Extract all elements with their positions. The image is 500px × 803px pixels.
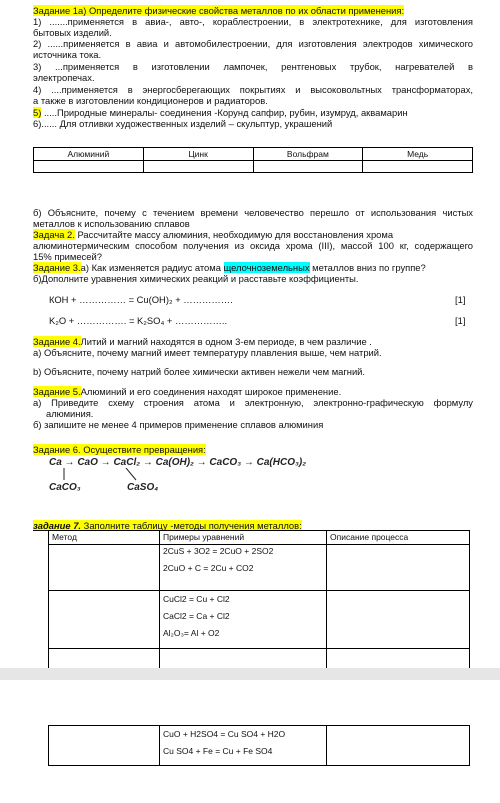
equation: 2CuS + 3O2 = 2CuO + 2SO2 <box>163 546 274 556</box>
methods-cell-method[interactable] <box>49 545 160 591</box>
metals-cell[interactable] <box>363 161 473 173</box>
metals-cell[interactable] <box>143 161 253 173</box>
page-break <box>0 668 500 680</box>
methods-cell-description[interactable] <box>327 545 470 591</box>
methods-cell-description[interactable] <box>327 591 470 649</box>
task1-item2-cont: источника тока. <box>33 49 102 60</box>
task5-a-cont: алюминия. <box>46 408 94 419</box>
methods-cell-examples <box>160 726 327 766</box>
task6-title: Задание 6. Осуществите превращения: <box>33 444 206 455</box>
task3-equation1-mark: [1] <box>455 294 466 305</box>
metals-table <box>33 147 473 173</box>
methods-cell-examples <box>160 545 327 591</box>
task3-equation2-mark: [1] <box>455 315 466 326</box>
task3-a: Задание 3.а) Как изменяется радиус атома щелочноземельных металлов вниз по группе? <box>33 262 426 273</box>
metals-header-tungsten: Вольфрам <box>253 148 363 161</box>
methods-cell-method[interactable] <box>49 591 160 649</box>
equation: CaCl2 = Ca + Cl2 <box>163 611 230 621</box>
task2-line3: 15% примесей? <box>33 251 102 262</box>
task1-item6: 6)...... Для отливки художественных изделий – скульптур, украшений <box>33 118 333 129</box>
methods-table-continued <box>48 725 470 766</box>
metals-header-copper: Медь <box>363 148 473 161</box>
task1-item1-cont: бытовых изделий. <box>33 27 112 38</box>
task3-equation2: K₂O + ……………. = K₂SO₄ + …………….. <box>49 315 228 326</box>
equation: Cu SO4 + Fe = Cu + Fe SO4 <box>163 746 273 756</box>
task5-a: а) Приведите схему строения атома и электронную, электронно-графическую формулу <box>33 397 473 408</box>
task3-b: б)Дополните уравнения химических реакций и расставьте коэффициенты. <box>33 273 359 284</box>
task1-item4-cont: а также в изготовлении кондиционеров и радиаторов. <box>33 95 268 106</box>
task1-item1: 1) .......применяется в авиа-, авто-, кораблестроении, в электротехнике, для изготовления <box>33 16 473 27</box>
task5-title: Задание 5.Алюминий и его соединения находят широкое применение. <box>33 386 342 397</box>
methods-cell-method[interactable] <box>49 726 160 766</box>
task1-title: Задание 1а) Определите физические свойства металлов по их области применения: <box>33 5 405 16</box>
methods-header-method: Метод <box>49 531 160 545</box>
task4-title: Задание 4.Литий и магний находятся в одном 3-ем периоде, в чем различие . <box>33 336 372 347</box>
methods-header-description: Описание процесса <box>327 531 470 545</box>
task1-item2: 2) ......применяется в авиа и автомобилестроении, для изготовления электродов химического <box>33 38 473 49</box>
task1-item3-cont: электропечах. <box>33 72 95 83</box>
methods-cell-examples <box>160 591 327 649</box>
task1-item3: 3) ...применяется в изготовлении лампочек, рентгеновых трубок, нагревателей в <box>33 61 473 72</box>
task6-branch-caso4: CaSO₄ <box>127 482 159 493</box>
task1-item4: 4) ....применяется в энергосберегающих покрытиях и высоковольтных трансформаторах, <box>33 84 473 95</box>
task6-chain: Ca → CaO → CaCl₂ → Ca(OH)₂ → CaCO₃ → Ca(HCO₃)₂ <box>49 457 307 468</box>
task1-item5: 5) .....Природные минералы- соединения -Корунд сапфир, рубин, изумруд, аквамарин <box>33 107 408 118</box>
task4-b: b) Объясните, почему натрий более химически активен нежели чем магний. <box>33 366 366 377</box>
metals-header-zinc: Цинк <box>143 148 253 161</box>
metals-cell[interactable] <box>253 161 363 173</box>
equation: CuO + H2SO4 = Cu SO4 + H2O <box>163 729 286 739</box>
task5-b: б) запишите не менее 4 примеров применение сплавов алюминия <box>33 419 324 430</box>
task2-line1: Задача 2. Рассчитайте массу алюминия, необходимую для восстановления хрома <box>33 229 394 240</box>
task2-line2: алюминотермическим способом получения из оксида хрома (III), массой 100 кг, содержащего <box>33 240 473 251</box>
metals-cell[interactable] <box>34 161 144 173</box>
methods-header-examples: Примеры уравнений <box>160 531 327 545</box>
task1-part-b-cont: металлов к использованию сплавов <box>33 218 190 229</box>
task4-a: а) Объясните, почему магний имеет температуру плавления выше, чем натрий. <box>33 347 382 358</box>
task1-part-b: б) Объясните, почему с течением времени человечество перешло от использования чистых <box>33 207 473 218</box>
methods-cell-description[interactable] <box>327 726 470 766</box>
task3-equation1: КОН + …………… = Cu(OH)₂ + ……………. <box>49 294 233 305</box>
task7-title: задание 7. Заполните таблицу -методы получения металлов: <box>33 520 302 531</box>
methods-table <box>48 530 470 671</box>
task6-branch-caco3: CaCO₃ <box>49 482 81 493</box>
equation: Al₂O₃= Al + O2 <box>163 628 220 638</box>
metals-header-aluminium: Алюминий <box>34 148 144 161</box>
equation: 2CuO + C = 2Cu + CO2 <box>163 563 254 573</box>
equation: CuCl2 = Cu + Cl2 <box>163 594 230 604</box>
